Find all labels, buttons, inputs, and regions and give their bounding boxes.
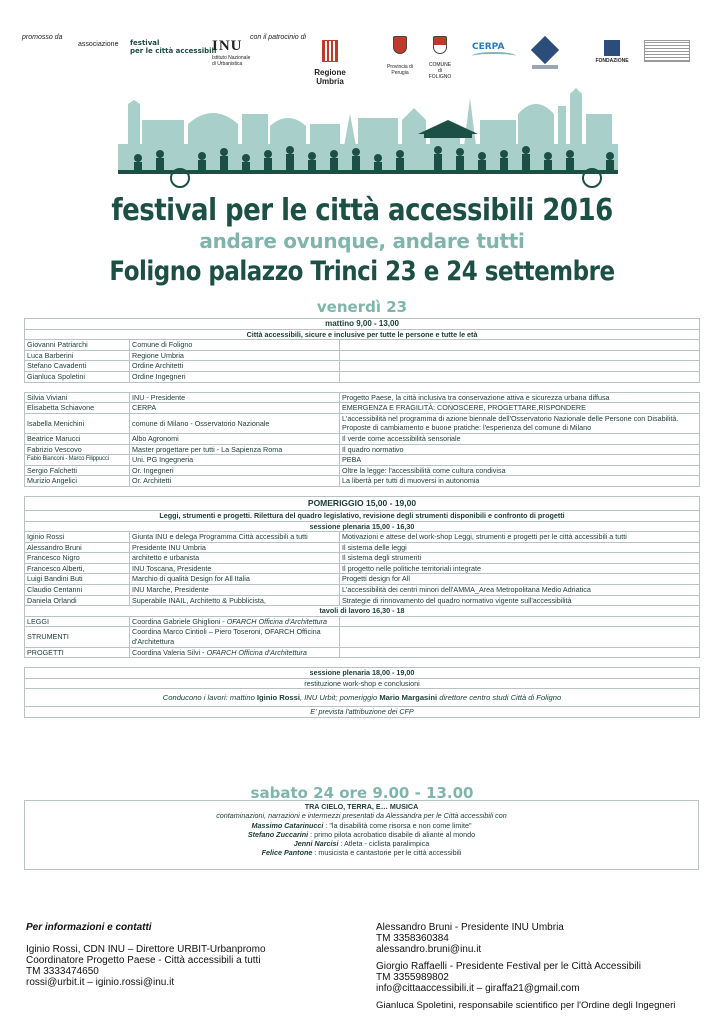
workshop-row: STRUMENTI Coordina Marco Cintioli – Piero Toseroni, OFARCH Officina d'Architettura	[25, 627, 700, 647]
morning-session-time: mattino 9,00 - 13,00	[25, 319, 700, 330]
friday-program-table	[24, 318, 699, 718]
provincia-shield-icon	[393, 36, 407, 54]
city-skyline-illustration	[118, 84, 618, 198]
table-row: Stefano Cavadenti Ordine Architetti	[25, 361, 700, 372]
friday-heading: venerdì 23	[316, 298, 408, 316]
table-row: Elisabetta Schiavone CERPA EMERGENZA E FRAGILITÀ: CONOSCERE, PROGETTARE,RISPONDERE	[25, 403, 700, 414]
regione-emblem-icon	[322, 40, 338, 62]
association-label: associazione	[78, 41, 119, 48]
contacts-right: Alessandro Bruni - Presidente INU Umbria TM 3358360384 alessandro.bruni@inu.it Giorgio Raffaelli - Presidente Festival per le Città Accessibili TM 3355989802 info@cittaaccessibili.it – giraffa21@gmail.com Gianluca Spoletini, responsabile scientifico per l'Ordine degli Ingegneri	[376, 922, 676, 1011]
list-item: Massimo Catarinucci : "la disabilità come risorsa e non come limite"	[251, 820, 472, 830]
table-row: Claudio Centanni INU Marche, Presidente L'accessibilità dei centri minori dell'AMMA_Area Metropolitana Medio Adriatica	[25, 585, 700, 596]
table-row: Alessandro Bruni Presidente INU Umbria Il sistema delle leggi	[25, 542, 700, 553]
saturday-title: TRA CIELO, TERRA, E… MUSICA	[304, 802, 419, 811]
table-row: Murizio Angelici Or. Architetti La libertà per tutti di muoversi in autonomia	[25, 476, 700, 487]
patronage-label: con il patrocinio di	[250, 34, 307, 41]
venue-dates: Foligno palazzo Trinci 23 e 24 settembre	[109, 257, 615, 287]
list-item: Felice Pantone : musicista e cantastorie per le città accessibili	[261, 848, 462, 858]
saturday-intro: contaminazioni, narrazioni e intermezzi presentati da Alessandra per le Città accessibili con	[216, 811, 507, 821]
afternoon-session-theme: Leggi, strumenti e progetti. Rilettura del quadro legislativo, revisione degli strumenti disponibili e confronto di progetti	[25, 510, 700, 521]
workshops-heading: tavoli di lavoro 16,30 - 18	[25, 606, 700, 617]
comune-foligno-logo: COMUNE di FOLIGNO	[422, 36, 458, 80]
provincia-logo: Provincia di Perugia	[380, 36, 420, 76]
saturday-program	[24, 800, 699, 870]
table-row: Iginio Rossi Giunta INU e delega Programma Città accessibili a tutti Motivazioni e attese del work-shop Leggi, strumenti e progetti per le città accessibili a tutti	[25, 532, 700, 543]
workshop-row: PROGETTI Coordina Valeria Silvi - OFARCH Officina d'Architettura	[25, 647, 700, 658]
table-row: Giovanni Patriarchi Comune di Foligno	[25, 340, 700, 351]
sponsor-bar	[22, 34, 702, 90]
ordine-architetti-logo	[644, 40, 694, 62]
table-row: Gianluca Spoletini Ordine Ingegneri	[25, 371, 700, 382]
festival-title: festival per le città accessibili 2016	[111, 193, 613, 229]
morning-session-theme: Città accessibili, sicure e inclusive per tutte le persone e tutte le età	[25, 329, 700, 340]
cerpa-wave-icon	[472, 52, 516, 60]
ordine-ingegneri-logo	[530, 40, 560, 69]
table-row: Beatrice Marucci Albo Agronomi Il verde come accessibilità sensoriale	[25, 433, 700, 444]
list-item: Jenni Narcisi : Atleta - ciclista paralimpica	[293, 839, 430, 849]
afternoon-session-time: POMERIGGIO 15,00 - 19,00	[25, 496, 700, 510]
comune-shield-icon	[433, 36, 447, 54]
ordine-diamond-icon	[531, 36, 559, 64]
plenary-session-1: sessione plenaria 15,00 - 16,30	[25, 521, 700, 532]
list-item: Stefano Zuccarini : primo pilota acrobatico disabile di aliante al mondo	[247, 829, 476, 839]
table-row: Francesco Nigro architetto e urbanista Il sistema degli strumenti	[25, 553, 700, 564]
table-row: Fabio Bianconi - Marco Filippucci Uni. PG Ingegneria PEBA	[25, 455, 700, 466]
moderators-line: Conducono i lavori: mattino Iginio Rossi, INU Urbit; pomeriggio Mario Margasini direttore centro studi Città di Foligno	[25, 689, 700, 707]
inu-logo: INU Istituto Nazionale di Urbanistica	[212, 38, 251, 67]
plenary-session-2: sessione plenaria 18,00 - 19,00	[25, 668, 700, 679]
table-row: Silvia Viviani INU - Presidente Progetto Paese, la città inclusiva tra conservazione attiva e sicurezza urbana diffusa	[25, 392, 700, 403]
festival-subtitle: andare ovunque, andare tutti	[199, 229, 525, 253]
cfp-note: E' prevista l'attribuzione dei CFP	[25, 707, 700, 718]
architetti-grid-icon	[644, 40, 690, 62]
table-row: Luca Barberini Regione Umbria	[25, 350, 700, 361]
saturday-heading: sabato 24 ore 9.00 - 13.00	[250, 784, 474, 802]
table-row: Daniela Orlandi Superabile INAIL, Architetto & Pubblicista, Strategie di rinnovamento del quadro normativo vigente sull'accessibilità	[25, 595, 700, 606]
contacts-left: Per informazioni e contatti Iginio Rossi, CDN INU – Direttore URBIT-Urbanpromo Coordinatore Progetto Paese - Città accessibili a tutti TM 3333474650 rossi@urbit.it – iginio.rossi@inu.it	[26, 922, 356, 988]
plenary-session-2-desc: restituzione work-shop e conclusioni	[25, 678, 700, 689]
table-row: Fabrizio Vescovo Master progettare per tutti - La Sapienza Roma Il quadro normativo	[25, 444, 700, 455]
fondazione-logo: FONDAZIONE	[594, 40, 630, 64]
table-row: Isabella Menichini comune di Milano - Osservatorio Nazionale L'accessibilità nel programma di azione biennale dell'Osservatorio Nazionale delle Persone con Disabilità. Proposte di cambiamento e buone pratiche: l'esperienza del comune di Milano	[25, 413, 700, 433]
festival-logo: festival per le città accessibili	[130, 39, 217, 55]
contacts-title: Per informazioni e contatti	[26, 922, 152, 933]
table-row: Luigi Bandini Buti Marchio di qualità Design for All Italia Progetti design for All	[25, 574, 700, 585]
table-row: Sergio Falchetti Or. Ingegneri Oltre la legge: l'accessibilità come cultura condivisa	[25, 465, 700, 476]
workshop-row: LEGGI Coordina Gabriele Ghiglioni - OFARCH Officina d'Architettura	[25, 616, 700, 627]
fondazione-square-icon	[604, 40, 620, 56]
promoted-by-label: promosso da	[22, 34, 63, 41]
cerpa-logo: CERPA	[472, 42, 522, 60]
regione-umbria-logo: Regione Umbria	[300, 40, 360, 86]
table-row: Francesco Alberti, INU Toscana, Presidente Il progetto nelle politiche territoriali integrate	[25, 563, 700, 574]
